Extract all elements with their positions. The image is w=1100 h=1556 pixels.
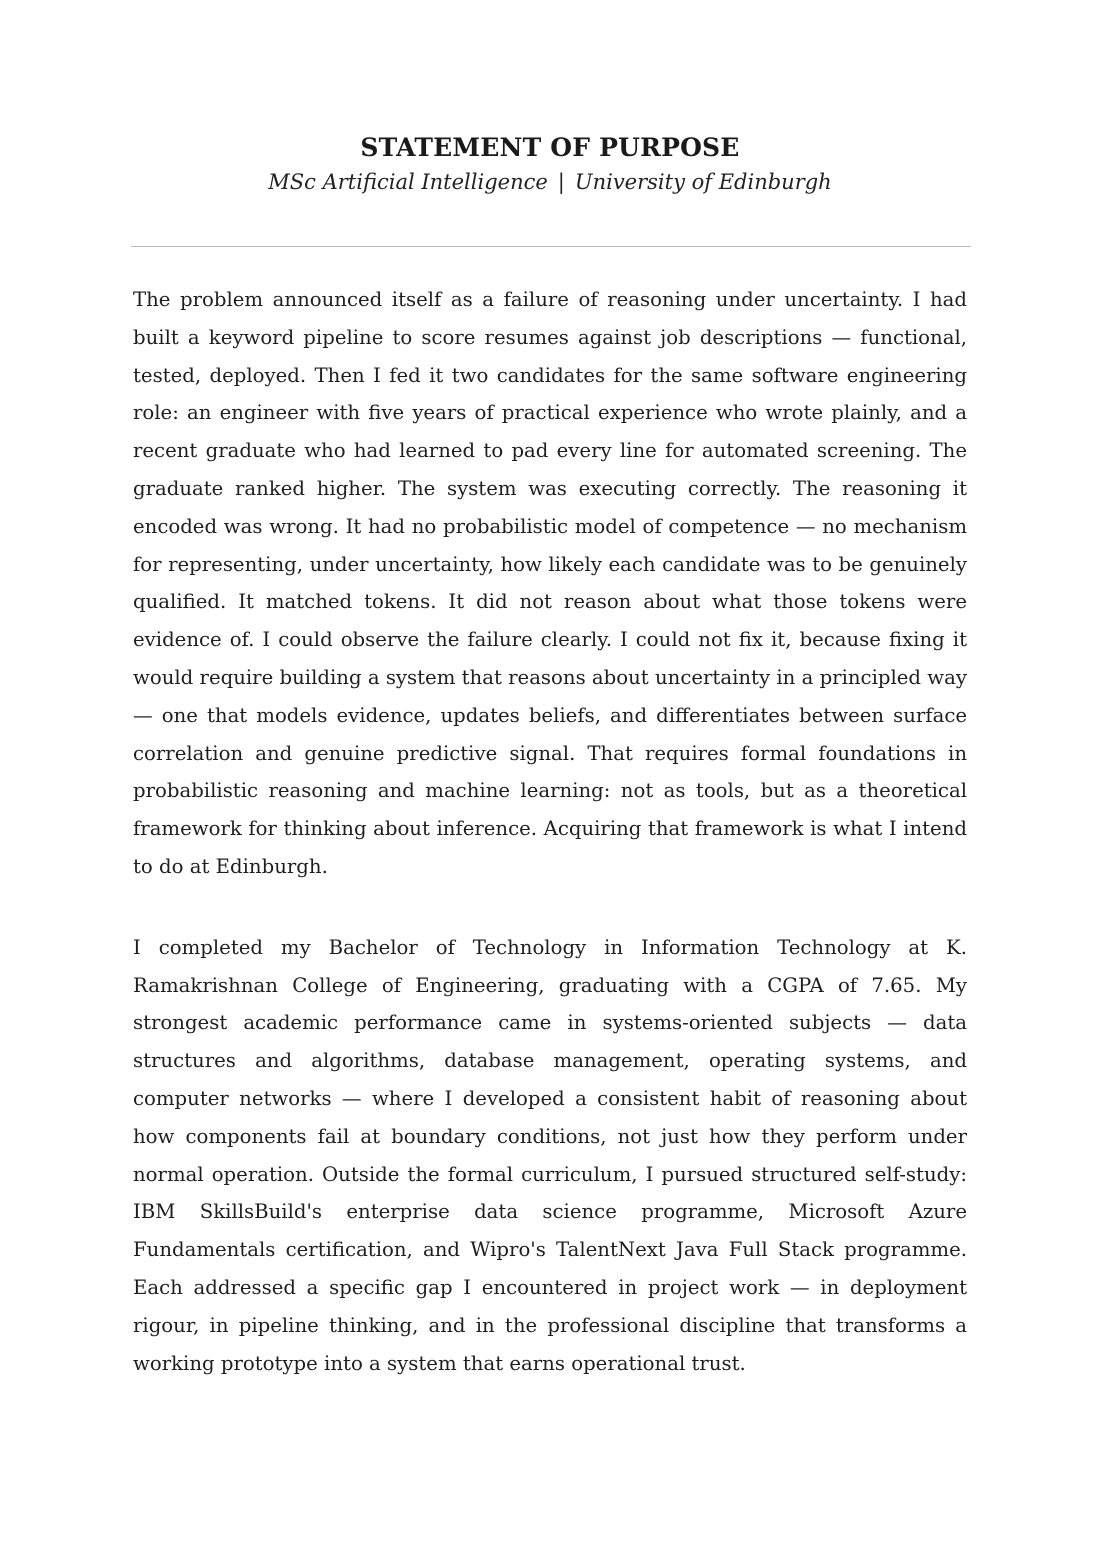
program-name: MSc Artificial Intelligence	[268, 170, 548, 194]
paragraph-academic-background: I completed my Bachelor of Technology in Information Technology at K. Ramakrishnan College of Engineering, graduating with a CGPA of 7.65. My strongest academic performance came in systems-oriented subjects — data structures and algorithms, database management, operating systems, and computer networks — where I developed a consistent habit of reasoning about how components fail at boundary conditions, not just how they perform under normal operation. Outside the formal curriculum, I pursued structured self-study: IBM SkillsBuild's enterprise data science programme, Microsoft Azure Fundamentals certification, and Wipro's TalentNext Java Full Stack programme. Each addressed a specific gap I encountered in project work — in deployment rigour, in pipeline thinking, and in the professional discipline that transforms a working prototype into a system that earns operational trust.	[133, 935, 967, 1375]
header-divider	[131, 246, 971, 247]
institution-name: University of Edinburgh	[574, 170, 832, 194]
paragraph-motivation: The problem announced itself as a failure of reasoning under uncertainty. I had built a keyword pipeline to score resumes against job descriptions — functional, tested, deployed. Then I fed it two candidates for the same software engineering role: an engineer with five years of practical experience who wrote plainly, and a recent graduate who had learned to pad every line for automated screening. The graduate ranked higher. The system was executing correctly. The reasoning it encoded was wrong. It had no probabilistic model of competence — no mechanism for representing, under uncertainty, how likely each candidate was to be genuinely qualified. It matched tokens. It did not reason about what those tokens were evidence of. I could observe the failure clearly. I could not fix it, because fixing it would require building a system that reasons about uncertainty in a principled way — one that models evidence, updates beliefs, and differentiates between surface correlation and genuine predictive signal. That requires formal foundations in probabilistic reasoning and machine learning: not as tools, but as a theoretical framework for thinking about inference. Acquiring that framework is what I intend to do at Edinburgh.	[133, 288, 967, 878]
document-body	[133, 281, 967, 1425]
subtitle-separator: |	[557, 170, 565, 194]
document-header	[0, 133, 1100, 197]
document-subtitle	[0, 167, 1100, 197]
document-title: STATEMENT OF PURPOSE	[360, 133, 740, 162]
